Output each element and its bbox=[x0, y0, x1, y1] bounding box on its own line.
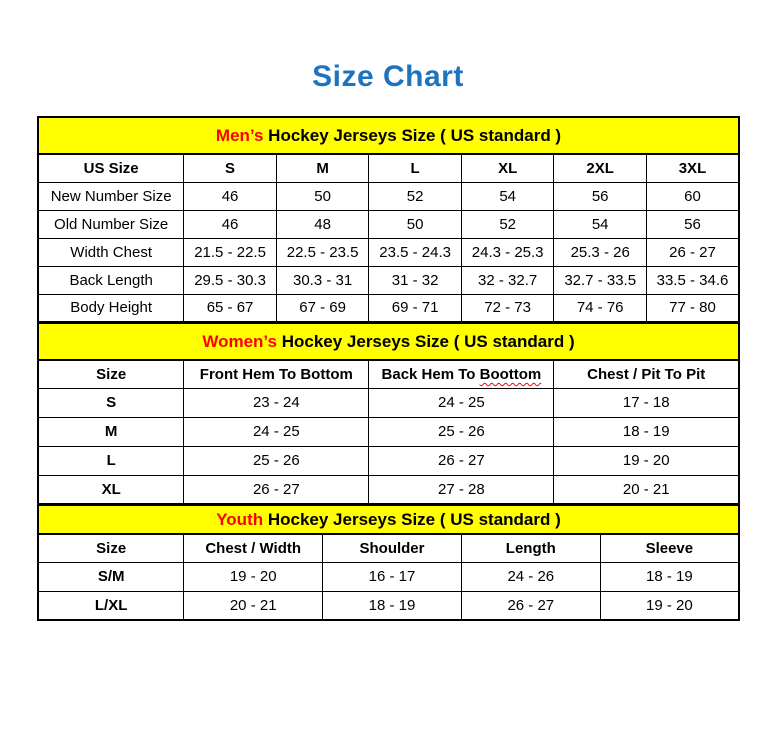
youth-column-header: Size bbox=[38, 534, 184, 562]
womens-cell-value: 24 - 25 bbox=[184, 417, 369, 446]
mens-cell-value: 56 bbox=[554, 182, 647, 210]
womens-column-header: Back Hem To Boottom bbox=[369, 360, 554, 388]
mens-column-header: M bbox=[276, 154, 369, 182]
mens-cell-value: 72 - 73 bbox=[461, 294, 554, 322]
mens-cell-value: 54 bbox=[461, 182, 554, 210]
mens-cell-value: 30.3 - 31 bbox=[276, 266, 369, 294]
womens-cell-value: 25 - 26 bbox=[369, 417, 554, 446]
youth-cell-value: 18 - 19 bbox=[600, 562, 739, 591]
mens-table-row bbox=[38, 238, 739, 266]
youth-cell-value: 20 - 21 bbox=[184, 591, 323, 620]
womens-banner bbox=[37, 322, 740, 361]
womens-banner-text: Hockey Jerseys Size ( US standard ) bbox=[276, 332, 575, 351]
youth-column-header: Chest / Width bbox=[184, 534, 323, 562]
womens-cell-value: 17 - 18 bbox=[554, 388, 739, 417]
mens-row-label: New Number Size bbox=[38, 182, 184, 210]
mens-column-header: US Size bbox=[38, 154, 184, 182]
mens-cell-value: 23.5 - 24.3 bbox=[369, 238, 462, 266]
womens-cell-value: 24 - 25 bbox=[369, 388, 554, 417]
mens-banner-text: Hockey Jerseys Size ( US standard ) bbox=[263, 126, 562, 145]
womens-cell-value: 26 - 27 bbox=[369, 446, 554, 475]
youth-banner-highlight: Youth bbox=[216, 510, 264, 529]
youth-cell-value: 19 - 20 bbox=[184, 562, 323, 591]
mens-table-row bbox=[38, 266, 739, 294]
mens-cell-value: 56 bbox=[646, 210, 739, 238]
mens-column-header: L bbox=[369, 154, 462, 182]
youth-header-row bbox=[38, 534, 739, 562]
youth-cell-value: 24 - 26 bbox=[461, 562, 600, 591]
womens-table-row bbox=[38, 475, 739, 504]
mens-column-header: S bbox=[184, 154, 277, 182]
mens-cell-value: 67 - 69 bbox=[276, 294, 369, 322]
misspelled-word: Boottom bbox=[479, 365, 542, 383]
mens-cell-value: 74 - 76 bbox=[554, 294, 647, 322]
mens-row-label: Back Length bbox=[38, 266, 184, 294]
mens-table-row bbox=[38, 210, 739, 238]
mens-cell-value: 22.5 - 23.5 bbox=[276, 238, 369, 266]
mens-cell-value: 32.7 - 33.5 bbox=[554, 266, 647, 294]
mens-cell-value: 50 bbox=[276, 182, 369, 210]
womens-cell-value: 18 - 19 bbox=[554, 417, 739, 446]
mens-column-header: 2XL bbox=[554, 154, 647, 182]
mens-cell-value: 77 - 80 bbox=[646, 294, 739, 322]
mens-cell-value: 50 bbox=[369, 210, 462, 238]
mens-row-label: Body Height bbox=[38, 294, 184, 322]
womens-table-row bbox=[38, 417, 739, 446]
page-title: Size Chart bbox=[312, 60, 464, 93]
womens-banner-highlight: Women’s bbox=[202, 332, 277, 351]
womens-column-header: Size bbox=[38, 360, 184, 388]
womens-table-row bbox=[38, 388, 739, 417]
youth-cell-value: 19 - 20 bbox=[600, 591, 739, 620]
youth-column-header: Sleeve bbox=[600, 534, 739, 562]
size-chart bbox=[37, 116, 740, 621]
womens-table-row bbox=[38, 446, 739, 475]
womens-row-label: S bbox=[38, 388, 184, 417]
youth-banner bbox=[37, 504, 740, 535]
womens-size-table bbox=[37, 359, 740, 505]
youth-row-label: S/M bbox=[38, 562, 184, 591]
youth-table-row bbox=[38, 562, 739, 591]
womens-row-label: M bbox=[38, 417, 184, 446]
womens-cell-value: 27 - 28 bbox=[369, 475, 554, 504]
mens-section bbox=[37, 116, 740, 323]
mens-cell-value: 31 - 32 bbox=[369, 266, 462, 294]
womens-cell-value: 20 - 21 bbox=[554, 475, 739, 504]
womens-column-header: Chest / Pit To Pit bbox=[554, 360, 739, 388]
mens-table-row bbox=[38, 294, 739, 322]
youth-column-header: Shoulder bbox=[323, 534, 462, 562]
mens-column-header: XL bbox=[461, 154, 554, 182]
youth-cell-value: 16 - 17 bbox=[323, 562, 462, 591]
mens-banner bbox=[37, 116, 740, 155]
mens-column-header: 3XL bbox=[646, 154, 739, 182]
mens-size-table bbox=[37, 153, 740, 323]
mens-cell-value: 52 bbox=[369, 182, 462, 210]
youth-cell-value: 26 - 27 bbox=[461, 591, 600, 620]
youth-row-label: L/XL bbox=[38, 591, 184, 620]
womens-cell-value: 23 - 24 bbox=[184, 388, 369, 417]
mens-cell-value: 46 bbox=[184, 210, 277, 238]
mens-cell-value: 32 - 32.7 bbox=[461, 266, 554, 294]
mens-cell-value: 52 bbox=[461, 210, 554, 238]
womens-column-header: Front Hem To Bottom bbox=[184, 360, 369, 388]
mens-cell-value: 29.5 - 30.3 bbox=[184, 266, 277, 294]
mens-table-row bbox=[38, 182, 739, 210]
womens-section bbox=[37, 322, 740, 505]
mens-banner-highlight: Men’s bbox=[215, 126, 264, 145]
womens-row-label: L bbox=[38, 446, 184, 475]
mens-cell-value: 24.3 - 25.3 bbox=[461, 238, 554, 266]
mens-cell-value: 54 bbox=[554, 210, 647, 238]
womens-cell-value: 25 - 26 bbox=[184, 446, 369, 475]
youth-banner-text: Hockey Jerseys Size ( US standard ) bbox=[263, 510, 561, 529]
womens-row-label: XL bbox=[38, 475, 184, 504]
womens-cell-value: 19 - 20 bbox=[554, 446, 739, 475]
mens-cell-value: 48 bbox=[276, 210, 369, 238]
youth-size-table bbox=[37, 533, 740, 621]
womens-cell-value: 26 - 27 bbox=[184, 475, 369, 504]
mens-cell-value: 60 bbox=[646, 182, 739, 210]
mens-row-label: Width Chest bbox=[38, 238, 184, 266]
youth-column-header: Length bbox=[461, 534, 600, 562]
mens-cell-value: 69 - 71 bbox=[369, 294, 462, 322]
mens-cell-value: 26 - 27 bbox=[646, 238, 739, 266]
mens-row-label: Old Number Size bbox=[38, 210, 184, 238]
youth-section bbox=[37, 504, 740, 621]
mens-cell-value: 25.3 - 26 bbox=[554, 238, 647, 266]
youth-table-row bbox=[38, 591, 739, 620]
womens-header-row bbox=[38, 360, 739, 388]
youth-cell-value: 18 - 19 bbox=[323, 591, 462, 620]
mens-cell-value: 46 bbox=[184, 182, 277, 210]
mens-cell-value: 33.5 - 34.6 bbox=[646, 266, 739, 294]
mens-cell-value: 21.5 - 22.5 bbox=[184, 238, 277, 266]
mens-cell-value: 65 - 67 bbox=[184, 294, 277, 322]
mens-header-row bbox=[38, 154, 739, 182]
